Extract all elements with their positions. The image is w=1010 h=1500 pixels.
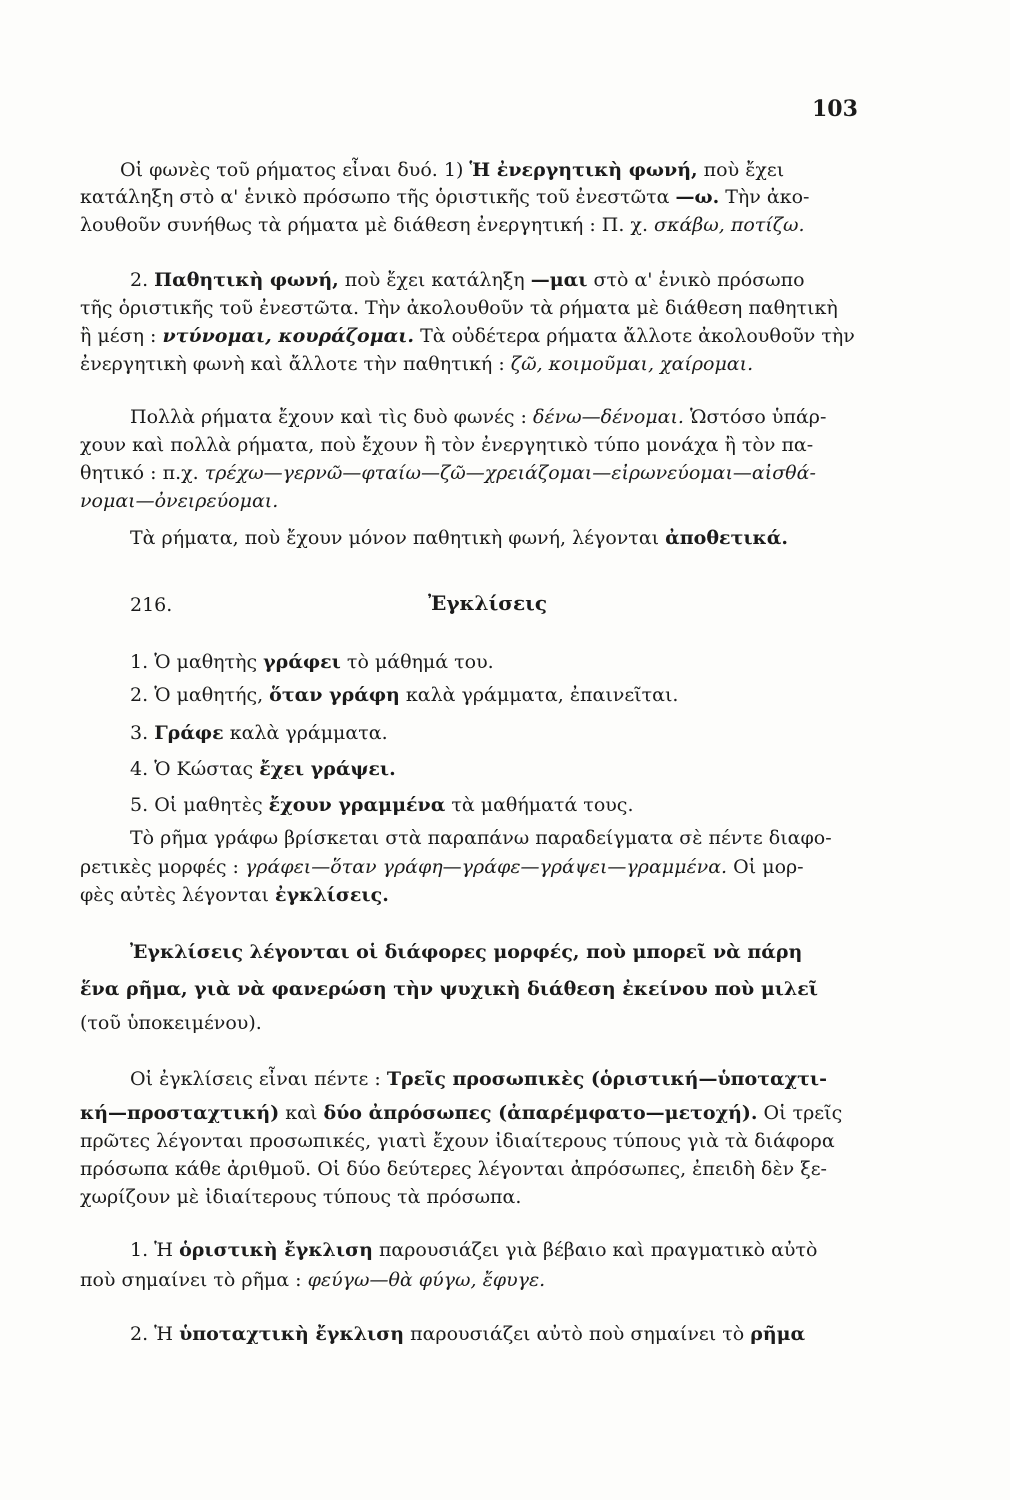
section-number: 216. — [130, 594, 173, 616]
definition-line2: ἕνα ρῆμα, γιὰ νὰ φανερώση τὴν ψυχικὴ διάθεση ἐκείνου ποὺ μιλεῖ — [80, 978, 818, 1000]
term-active-voice: Ἡ ἐνεργητικὴ φωνή, — [469, 159, 698, 181]
example-item: 1. Ὁ μαθητὴς γράφει τὸ μάθημά του. — [130, 651, 494, 673]
para6-line4: πρόσωπα κάθε ἀριθμοῦ. Οἱ δύο δεύτερες λέγονται ἀπρόσωπες, ἐπειδὴ δὲν ξε- — [80, 1158, 827, 1180]
para2-line3: ἢ μέση : ντύνομαι, κουράζομαι. Τὰ οὐδέτερα ρήματα ἄλλοτε ἀκολουθοῦν τὴν — [80, 325, 855, 347]
para2-line4: ἐνεργητικὴ φωνὴ καὶ ἄλλοτε τὴν παθητική : ζῶ, κοιμοῦμαι, χαίρομαι. — [80, 353, 754, 375]
definition-line3: (τοῦ ὑποκειμένου). — [80, 1012, 262, 1034]
para6-line2: κή—προσταχτική) καὶ δύο ἀπρόσωπες (ἀπαρέμφατο—μετοχή). Οἱ τρεῖς — [80, 1102, 843, 1124]
para1-line1: Οἱ φωνὲς τοῦ ρήματος εἶναι δυό. 1) Ἡ ἐνεργητικὴ φωνή, ποὺ ἔχει — [120, 159, 785, 181]
item1-line1: 1. Ἡ ὁριστικὴ ἔγκλιση παρουσιάζει γιὰ βέβαιο καὶ πραγματικὸ αὐτὸ — [130, 1239, 818, 1261]
example-item: 5. Οἱ μαθητὲς ἔχουν γραμμένα τὰ μαθήματά τους. — [130, 794, 634, 816]
para2-line2: τῆς ὁριστικῆς τοῦ ἐνεστῶτα. Τὴν ἀκολουθοῦν τὰ ρήματα μὲ διάθεση παθητικὴ — [80, 297, 838, 319]
example-item: 3. Γράφε καλὰ γράμματα. — [130, 722, 388, 744]
para3-line1: Πολλὰ ρήματα ἔχουν καὶ τὶς δυὸ φωνές : δένω—δένομαι. Ὡστόσο ὑπάρ- — [130, 406, 827, 428]
term-indicative: ὁριστικὴ ἔγκλιση — [179, 1239, 373, 1261]
definition-line1: Ἐγκλίσεις λέγονται οἱ διάφορες μορφές, ποὺ μπορεῖ νὰ πάρη — [130, 941, 803, 963]
para6-line3: πρῶτες λέγονται προσωπικές, γιατὶ ἔχουν ἰδιαίτερους τύπους γιὰ τὰ διάφορα — [80, 1130, 835, 1152]
item2-line1: 2. Ἡ ὑποταχτικὴ ἔγκλιση παρουσιάζει αὐτὸ ποὺ σημαίνει τὸ ρῆμα — [130, 1323, 806, 1345]
para3-line2: χουν καὶ πολλὰ ρήματα, ποὺ ἔχουν ἢ τὸν ἐνεργητικὸ τύπο μονάχα ἢ τὸν πα- — [80, 434, 814, 456]
term-deponent: ἀποθετικά. — [665, 527, 789, 549]
para5-line3: φὲς αὐτὲς λέγονται ἐγκλίσεις. — [80, 884, 389, 906]
para1-line3: λουθοῦν συνήθως τὰ ρήματα μὲ διάθεση ἐνεργητική : Π. χ. σκάβω, ποτίζω. — [80, 214, 805, 236]
para2-line1: 2. Παθητικὴ φωνή, ποὺ ἔχει κατάληξη —μαι στὸ α' ἑνικὸ πρόσωπο — [130, 269, 805, 291]
page-number: 103 — [812, 96, 858, 122]
item1-line2: ποὺ σημαίνει τὸ ρῆμα : φεύγω—θὰ φύγω, ἔφυγε. — [80, 1269, 546, 1291]
term-subjunctive: ὑποταχτικὴ ἔγκλιση — [179, 1323, 405, 1345]
example-item: 4. Ὁ Κώστας ἔχει γράψει. — [130, 758, 396, 780]
para4: Τὰ ρήματα, ποὺ ἔχουν μόνον παθητικὴ φωνή, λέγονται ἀποθετικά. — [130, 527, 789, 549]
para3-line4: νομαι—ὀνειρεύομαι. — [80, 490, 279, 512]
para1-line2: κατάληξη στὸ α' ἑνικὸ πρόσωπο τῆς ὁριστικῆς τοῦ ἐνεστῶτα —ω. Τὴν ἀκο- — [80, 186, 810, 208]
section-title: Ἐγκλίσεις — [428, 591, 548, 615]
para3-line3: θητικό : π.χ. τρέχω—γερνῶ—φταίω—ζῶ—χρειάζομαι—εἰρωνεύομαι—αἰσθά- — [80, 462, 816, 484]
para5-line1: Τὸ ρῆμα γράφω βρίσκεται στὰ παραπάνω παραδείγματα σὲ πέντε διαφο- — [130, 827, 832, 849]
para6-line1: Οἱ ἐγκλίσεις εἶναι πέντε : Τρεῖς προσωπικὲς (ὁριστική—ὑποταχτι- — [130, 1068, 827, 1090]
term-passive-voice: Παθητικὴ φωνή, — [154, 269, 339, 291]
example-item: 2. Ὁ μαθητής, ὅταν γράφη καλὰ γράμματα, ἐπαινεῖται. — [130, 684, 679, 706]
para6-line5: χωρίζουν μὲ ἰδιαίτερους τύπους τὰ πρόσωπα. — [80, 1186, 522, 1208]
para5-line2: ρετικὲς μορφές : γράφει—ὅταν γράφη—γράφε—γράψει—γραμμένα. Οἱ μορ- — [80, 856, 804, 878]
